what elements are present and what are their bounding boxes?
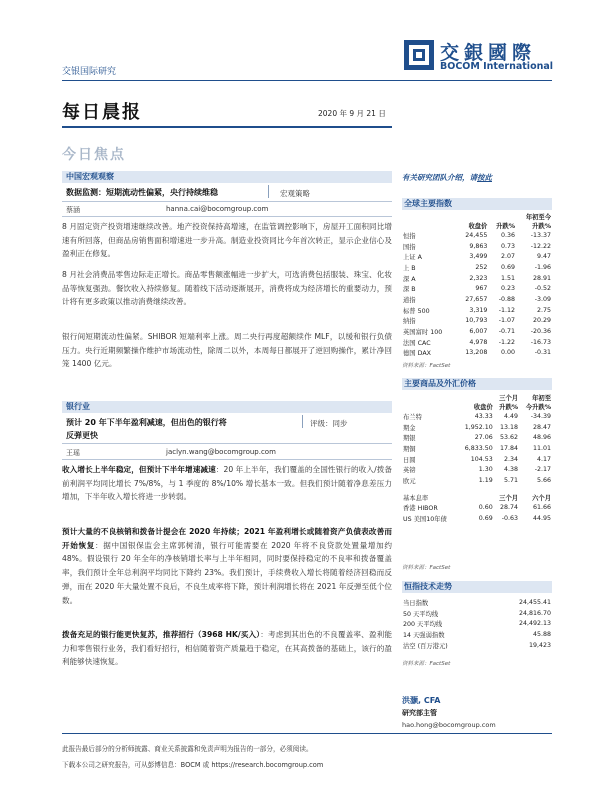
section-macro-rule-2 xyxy=(62,216,392,217)
index-close: 6,007 xyxy=(469,328,488,336)
tech-value: 24,492.13 xyxy=(518,620,551,628)
page-title: 每日晨报 xyxy=(62,102,142,123)
index-close: 10,793 xyxy=(465,317,488,325)
index-ytd: -13.37 xyxy=(530,231,551,239)
tech-name: 当日指数 xyxy=(403,599,429,607)
rate-3m: -0.63 xyxy=(501,515,519,523)
index-ytd: 28.91 xyxy=(532,274,551,282)
table-row xyxy=(402,411,552,422)
table-row xyxy=(402,640,552,651)
table-row xyxy=(402,608,552,619)
bank-paragraph-3 xyxy=(62,628,392,669)
rates-header-row xyxy=(402,492,552,503)
analyst-name: 洪灏, CFA xyxy=(402,696,441,705)
section-bank-subhead-1: 预计 20 年下半年盈利减速，但出色的银行将 xyxy=(66,418,227,427)
commodity-name: 英镑 xyxy=(403,467,416,475)
commodity-name: 日圆 xyxy=(403,456,416,464)
header-divider xyxy=(62,80,552,81)
table-row xyxy=(402,326,552,337)
index-close: 2,323 xyxy=(469,274,488,282)
rates-col-3m: 三个月 xyxy=(499,494,519,502)
research-team-text: 有关研究团队介绍，请 xyxy=(402,173,477,182)
section-macro-sep xyxy=(268,185,269,198)
rate-close: 0.60 xyxy=(478,504,493,512)
section-bank-rule xyxy=(62,443,392,444)
indices-col-name xyxy=(402,212,457,230)
index-name: 国指 xyxy=(403,243,416,251)
index-ytd: 9.47 xyxy=(536,253,551,261)
table-row xyxy=(402,432,552,443)
bank-paragraph-2 xyxy=(62,525,392,607)
title-divider xyxy=(62,126,392,128)
bank-paragraph-2-lead: 预计大量的不良核销和拨备计提会在 2020 年持续；2021 年盈利增长或随着资产负债表改善而开始恢复 xyxy=(62,527,392,550)
rate-6m: 61.66 xyxy=(532,504,551,512)
indices-col-chg: 升跌% xyxy=(496,223,515,230)
index-ytd: -0.31 xyxy=(534,349,551,357)
index-close: 3,499 xyxy=(469,253,488,261)
tech-head: 恒指技术走势 xyxy=(402,581,552,593)
commodity-ytd: 48.96 xyxy=(532,434,551,442)
index-change: 0.36 xyxy=(500,231,515,239)
commodity-name: 期铜 xyxy=(403,445,416,453)
index-change: 2.07 xyxy=(500,253,515,261)
index-ytd: 2.75 xyxy=(536,306,551,314)
index-close: 24,455 xyxy=(465,231,488,239)
table-row xyxy=(402,316,552,327)
section-bank-subhead-2: 反弹更快 xyxy=(66,431,98,440)
commodity-ytd: -2.17 xyxy=(534,466,551,474)
commodities-head: 主要商品及外汇价格 xyxy=(402,378,552,390)
table-row xyxy=(402,513,552,524)
research-team-note xyxy=(402,172,492,183)
analyst-email[interactable]: hao.hong@bocomgroup.com xyxy=(402,721,496,729)
index-name: 法国 CAC xyxy=(403,339,431,347)
section-bank-sep xyxy=(302,415,303,428)
commodity-ytd: 28.47 xyxy=(532,423,551,431)
table-row xyxy=(402,262,552,273)
table-row xyxy=(402,251,552,262)
index-change: -1.22 xyxy=(498,338,515,346)
index-change: 0.69 xyxy=(500,263,515,271)
index-close: 4,978 xyxy=(469,338,488,346)
section-macro-tag: 宏观策略 xyxy=(280,189,310,198)
bank-paragraph-1 xyxy=(62,463,392,504)
bank-paragraph-2-body: ：据中国银保监会主席郭树清，银行可能需要在 2020 年将不良贷款处置量增加约 48%。假设银行 20 年全年的净核销增长率与上半年相同，同时要保持稳定的不良率和拨备覆盖率，我们预计全年总利润平均同比下降约 23%。我们预计，手续费收入增长将随着经济回稳而反弹，而在 2020 年大量处置不良后，不良生成率将下降，预计利润增长将在 2021 年反弹至低个位数。 xyxy=(62,540,392,605)
index-ytd: 20.29 xyxy=(532,317,551,325)
page-subtitle: 今日焦点 xyxy=(62,147,126,163)
commodity-ytd: 4.17 xyxy=(536,455,551,463)
index-name: 标普 500 xyxy=(403,307,430,315)
commodity-3m: 5.71 xyxy=(504,476,519,484)
commodity-3m: 4.49 xyxy=(504,412,519,420)
commodity-close: 6,833.50 xyxy=(464,444,493,452)
index-change: -1.07 xyxy=(498,317,515,325)
commodity-3m: 2.34 xyxy=(504,455,519,463)
bank-paragraph-1-body: ：20 年上半年，我们覆盖的全国性银行的收入/拨备前利润平均同比增长 7%/8%，与 1 季度的 8%/10% 增长基本一致。但我们预计随着净息差压力增加，下半年收入增长将进一步转弱。 xyxy=(62,465,393,502)
tech-name: 14 天强弱指数 xyxy=(403,631,445,639)
tech-source: 资料来源：FactSet xyxy=(402,661,451,667)
commodities-col-name xyxy=(402,393,457,411)
index-ytd: -16.73 xyxy=(530,338,551,346)
index-ytd: -20.36 xyxy=(530,328,551,336)
commodity-name: 期金 xyxy=(403,424,416,432)
indices-head: 全球主要指数 xyxy=(402,198,552,210)
index-name: 上 B xyxy=(403,264,416,272)
index-name: 纳指 xyxy=(403,318,416,326)
author-name: 王瑶 xyxy=(66,449,80,457)
section-bank-rule-2 xyxy=(62,459,392,460)
bocom-logo-icon xyxy=(404,40,434,70)
tech-value: 19,423 xyxy=(528,641,551,649)
commodities-table xyxy=(402,393,552,524)
section-bank-head: 银行业 xyxy=(62,401,392,413)
macro-paragraph-2: 8 月社会消费品零售边际走正增长。商品零售额涨幅进一步扩大，可选消费包括服装、珠宝、化妆品等恢复强劲。餐饮收入持续修复。随着线下活动逐渐展开，消费将成为经济增长的重要动力，预计将有更多政策以推动消费继续改善。 xyxy=(62,270,392,307)
rates-head: 基本息率 xyxy=(403,494,429,502)
table-row xyxy=(402,230,552,241)
research-team-link[interactable]: 按此 xyxy=(477,173,492,182)
index-name: 英国富时 100 xyxy=(403,329,443,337)
footer-disclaimer: 此报告最后部分的分析师披露、商业关系披露和免责声明为报告的一部分，必须阅读。 xyxy=(62,745,313,753)
rates-col-close xyxy=(457,492,493,503)
index-ytd: -0.52 xyxy=(534,285,551,293)
commodity-ytd: -34.39 xyxy=(530,412,551,420)
indices-col-ytd: 年初至今 升跌% xyxy=(525,214,551,230)
section-macro-head: 中国宏观观察 xyxy=(62,171,392,183)
rate-6m: 44.95 xyxy=(532,515,551,523)
commodity-3m: 53.62 xyxy=(500,434,519,442)
index-close: 13,208 xyxy=(465,349,488,357)
commodity-name: 布兰特 xyxy=(403,413,422,421)
commodity-name: 欧元 xyxy=(403,477,416,485)
table-row xyxy=(402,305,552,316)
commodity-3m: 17.84 xyxy=(500,444,519,452)
logo-chinese: 交銀國際 xyxy=(440,42,537,64)
analyst-title: 研究部主管 xyxy=(402,709,437,717)
author-name: 蔡涵 xyxy=(66,206,80,214)
index-change: 0.23 xyxy=(500,285,515,293)
bank-paragraph-3-body: ：考虑到其出色的不良覆盖率、盈利能力和零售银行业务，我们看好招行，相信随着资产质量趋于稳定，在其高拨备的基础上，该行的盈利能够快速恢复。 xyxy=(62,630,392,667)
index-name: 深 A xyxy=(403,275,416,283)
index-name: 深 B xyxy=(403,286,416,294)
index-change: 0.73 xyxy=(500,242,515,250)
commodity-ytd: 11.01 xyxy=(532,444,551,452)
commodities-col-3m: 三个月 升跌% xyxy=(499,395,519,411)
bank-paragraph-1-lead: 收入增长上半年稳定，但预计下半年增速减速 xyxy=(62,465,216,474)
table-row xyxy=(402,503,552,514)
commodity-close: 27.06 xyxy=(474,434,493,442)
tech-name: 沽空 (百万港元) xyxy=(403,642,448,650)
section-macro-subhead: 数据监测：短期流动性偏紧，央行持续维稳 xyxy=(66,188,218,197)
index-change: 1.51 xyxy=(500,274,515,282)
index-name: 道指 xyxy=(403,296,416,304)
index-close: 27,657 xyxy=(465,295,488,303)
commodity-close: 1.19 xyxy=(478,476,493,484)
indices-col-close: 收盘价 xyxy=(468,223,488,230)
commodity-3m: 4.38 xyxy=(504,466,519,474)
indices-source: 资料来源：FactSet xyxy=(402,363,451,369)
rate-name: US 美国10年债 xyxy=(403,516,447,524)
rate-3m: 28.74 xyxy=(500,504,519,512)
tech-name: 200 天平均线 xyxy=(403,621,443,629)
commodity-close: 1.30 xyxy=(478,466,493,474)
index-ytd: -1.96 xyxy=(534,263,551,271)
table-row xyxy=(402,597,552,608)
table-row xyxy=(402,464,552,475)
table-row xyxy=(402,618,552,629)
table-row xyxy=(402,273,552,284)
table-row xyxy=(402,454,552,465)
table-row xyxy=(402,443,552,454)
index-change: -1.12 xyxy=(498,306,515,314)
macro-paragraph-1: 8 月固定资产投资增速继续改善。地产投资保持高增速，在监管调控影响下，房屋开工面积同比增速有所回落，但商品房销售面积增速进一步升高。制造业投资同比今年首次转正，显示企业信心及盈利正在修复。 xyxy=(62,222,392,259)
footer-divider xyxy=(62,733,552,734)
macro-paragraph-3: 银行间短期流动性偏紧。SHIBOR 短端利率上涨。周二央行再度超额续作 MLF，以缓和银行负债压力。央行近期频繁操作维护市场流动性，除周二以外，本周每日都展开了逆回购操作，累计净回笼 1400 亿元。 xyxy=(62,332,392,369)
commodity-close: 1,952.10 xyxy=(464,423,493,431)
tech-value: 45.88 xyxy=(532,630,551,638)
table-row xyxy=(402,475,552,486)
commodity-ytd: 5.66 xyxy=(536,476,551,484)
index-name: 上证 A xyxy=(403,254,422,262)
index-ytd: -12.22 xyxy=(530,242,551,250)
index-close: 9,863 xyxy=(469,242,488,250)
rate-name: 香港 HIBOR xyxy=(403,505,438,513)
author-email[interactable]: jaclyn.wang@bocomgroup.com xyxy=(166,448,276,456)
commodity-close: 104.53 xyxy=(470,455,493,463)
table-row xyxy=(402,348,552,359)
table-row xyxy=(402,294,552,305)
index-name: 德国 DAX xyxy=(403,350,431,358)
tech-value: 24,455.41 xyxy=(518,598,551,606)
table-row xyxy=(402,283,552,294)
index-change: -0.88 xyxy=(498,295,515,303)
brand-label: 交银国际研究 xyxy=(62,67,117,77)
index-change: -0.71 xyxy=(498,328,515,336)
table-row xyxy=(402,337,552,348)
table-row xyxy=(402,422,552,433)
author-email[interactable]: hanna.cai@bocomgroup.com xyxy=(166,205,269,213)
commodity-name: 期银 xyxy=(403,435,416,443)
rates-col-6m: 六个月 xyxy=(532,494,551,502)
index-name: 恒指 xyxy=(403,232,416,240)
commodity-close: 43.33 xyxy=(474,412,493,420)
tech-table xyxy=(402,597,552,650)
commodities-source: 资料来源：FactSet xyxy=(402,565,451,571)
section-bank-rating: 评级：同步 xyxy=(310,419,348,428)
bank-paragraph-3-lead: 拨备充足的银行能更快复苏，推荐招行（3968 HK/买入） xyxy=(62,630,261,639)
commodity-3m: 13.18 xyxy=(500,423,519,431)
rate-close: 0.69 xyxy=(478,515,493,523)
report-date: 2020 年 9 月 21 日 xyxy=(318,109,386,118)
footer-download[interactable]: 下载本公司之研究报告，可从彭博信息：BOCM 或 https://research.bocomgroup.com xyxy=(62,761,324,769)
index-close: 967 xyxy=(475,285,488,293)
section-macro-rule xyxy=(62,201,392,202)
table-row xyxy=(402,241,552,252)
indices-table xyxy=(402,212,552,358)
index-change: 0.00 xyxy=(500,349,515,357)
table-row xyxy=(402,629,552,640)
commodities-col-ytd: 年初至 今升跌% xyxy=(525,395,551,411)
logo-english: BOCOM International xyxy=(440,61,554,72)
tech-value: 24,816.70 xyxy=(518,609,551,617)
index-close: 252 xyxy=(475,263,488,271)
index-close: 3,319 xyxy=(469,306,488,314)
commodities-col-close: 收盘价 xyxy=(473,404,493,411)
index-ytd: -3.09 xyxy=(534,295,551,303)
tech-name: 50 天平均线 xyxy=(403,610,439,618)
